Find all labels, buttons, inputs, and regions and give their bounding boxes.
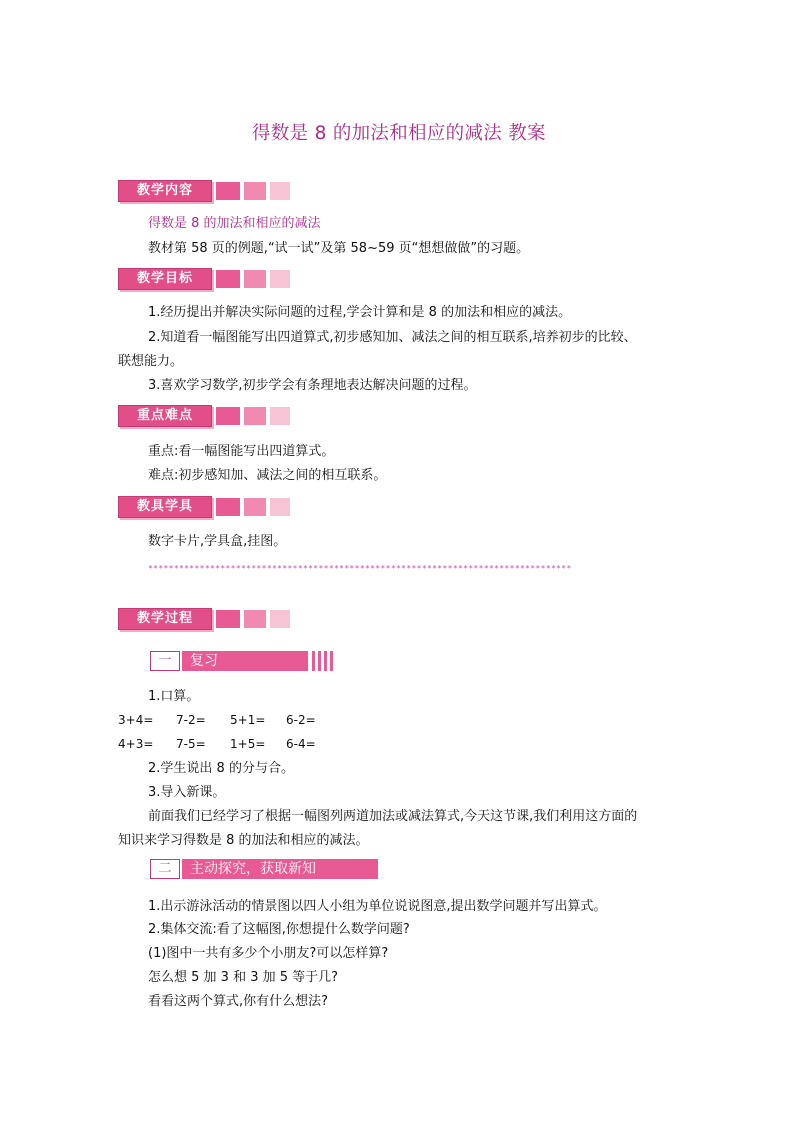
decor-square [216, 270, 240, 288]
section-label: 重点难点 [118, 405, 212, 427]
explore-line: 看看这两个算式,你有什么想法? [148, 994, 329, 1009]
decor-square [244, 182, 266, 200]
decor-square [270, 270, 290, 288]
subsection-number: 二 [150, 859, 180, 879]
decor-square [216, 182, 240, 200]
decor-square [216, 610, 240, 628]
decor-square [244, 407, 266, 425]
decor-square [244, 270, 266, 288]
calc-item: 4+3= [118, 737, 154, 751]
key-line: 难点:初步感知加、减法之间的相互联系。 [148, 468, 387, 483]
tools-line: 数字卡片,学具盒,挂图。 [148, 534, 287, 549]
subsection-title: 主动探究，获取新知 [182, 859, 378, 879]
review-item: 2.学生说出 8 的分与合。 [148, 761, 294, 776]
content-topic: 得数是 8 的加法和相应的减法 [148, 216, 321, 231]
goal-line: 联想能力。 [118, 354, 184, 369]
goal-line: 3.喜欢学习数学,初步学会有条理地表达解决问题的过程。 [148, 378, 477, 393]
decor-square [270, 407, 290, 425]
section-header-goals [118, 268, 296, 290]
review-paragraph: 前面我们已经学习了根据一幅图列两道加法或减法算式,今天这节课,我们利用这方面的 [148, 809, 638, 824]
calc-item: 3+4= [118, 713, 154, 727]
goal-line: 1.经历提出并解决实际问题的过程,学会计算和是 8 的加法和相应的减法。 [148, 305, 572, 320]
calc-item: 6-4= [286, 737, 316, 751]
key-line: 重点:看一幅图能写出四道算式。 [148, 444, 335, 459]
section-label: 教具学具 [118, 496, 212, 518]
review-item: 1.口算。 [148, 689, 200, 704]
content-text: 教材第 58 页的例题,“试一试”及第 58~59 页“想想做做”的习题。 [148, 241, 530, 256]
decor-tick [318, 651, 321, 671]
calc-item: 6-2= [286, 713, 316, 727]
section-label: 教学内容 [118, 180, 212, 202]
section-label: 教学目标 [118, 268, 212, 290]
explore-line: 2.集体交流:看了这幅图,你想提什么数学问题? [148, 922, 410, 937]
section-header-content [118, 180, 296, 202]
goal-line: 2.知道看一幅图能写出四道算式,初步感知加、减法之间的相互联系,培养初步的比较、 [148, 330, 637, 345]
section-header-tools [118, 496, 296, 518]
page-title: 得数是 8 的加法和相应的减法 教案 [252, 123, 546, 144]
decor-tick [330, 651, 333, 671]
decor-square [270, 182, 290, 200]
decor-square [216, 498, 240, 516]
calc-item: 1+5= [230, 737, 266, 751]
calc-item: 7-2= [176, 713, 206, 727]
section-label: 教学过程 [118, 608, 212, 630]
subsection-header-review [150, 651, 334, 671]
section-header-key [118, 405, 296, 427]
calc-item: 5+1= [230, 713, 266, 727]
decor-tick [324, 651, 327, 671]
subsection-header-explore [150, 859, 378, 879]
explore-line: (1)图中一共有多少个小朋友?可以怎样算? [148, 946, 389, 961]
section-header-process [118, 608, 296, 630]
decor-tick [312, 651, 315, 671]
decor-square [244, 610, 266, 628]
decor-square [216, 407, 240, 425]
calc-item: 7-5= [176, 737, 206, 751]
review-paragraph: 知识来学习得数是 8 的加法和相应的减法。 [118, 833, 369, 848]
explore-line: 怎么想 5 加 3 和 3 加 5 等于几? [148, 970, 339, 985]
subsection-title: 复习 [182, 651, 308, 671]
decor-square [270, 610, 290, 628]
explore-line: 1.出示游泳活动的情景图以四人小组为单位说说图意,提出数学问题并写出算式。 [148, 899, 607, 914]
subsection-number: 一 [150, 651, 180, 671]
decor-square [244, 498, 266, 516]
review-item: 3.导入新课。 [148, 785, 226, 800]
star-divider: ********************************************************************************** [148, 564, 572, 573]
decor-square [270, 498, 290, 516]
